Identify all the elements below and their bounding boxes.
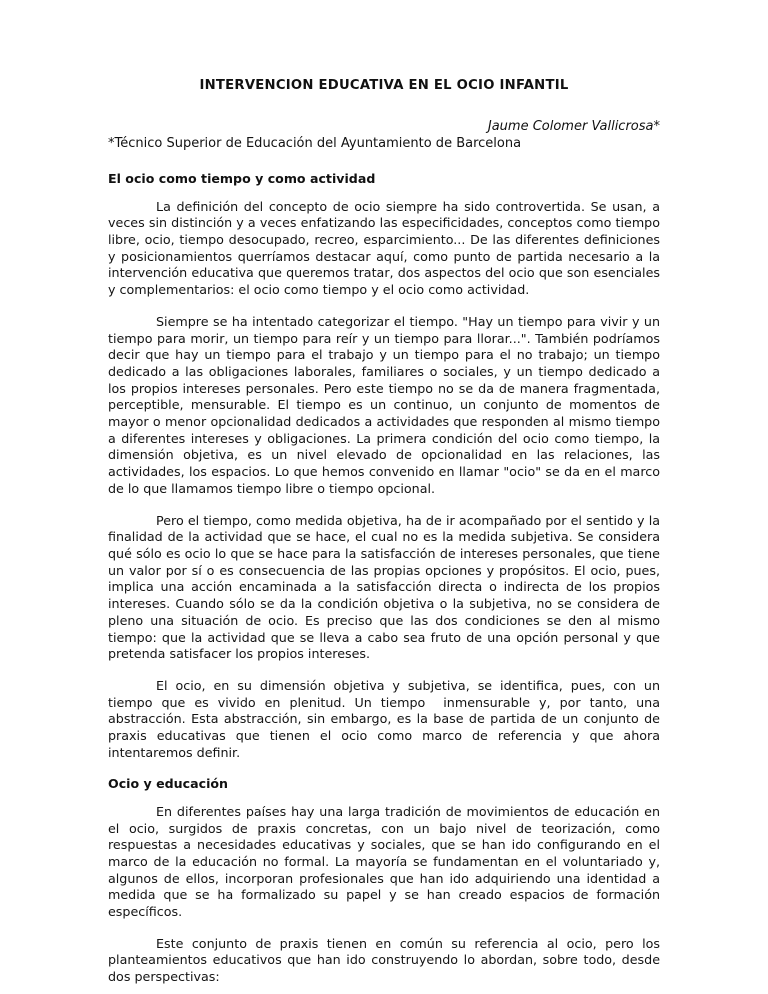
- author-name: Jaume Colomer Vallicrosa*: [487, 118, 660, 134]
- page-title: INTERVENCION EDUCATIVA EN EL OCIO INFANTIL: [199, 78, 569, 93]
- paragraph: Siempre se ha intentado categorizar el tiempo. "Hay un tiempo para vivir y un tiempo para morir, un tiempo para reír y un tiempo para llorar...". También podríamos decir que hay un tiempo para el trabajo y un tiempo para el no trabajo; un tiempo dedicado a las obligaciones laborales, familiares o sociales, y un tiempo dedicado a los propios intereses personales. Pero este tiempo no se da de manera fragmentada, perceptible, mensurable. El tiempo es un continuo, un conjunto de momentos de mayor o menor opcionalidad dedicados a actividades que responden al mismo tiempo a diferentes intereses y obligaciones. La primera condición del ocio como tiempo, la dimensión objetiva, es un nivel elevado de opcionalidad en las relaciones, las actividades, los espacios. Lo que hemos convenido en llamar "ocio" se da en el marco de lo que llamamos tiempo libre o tiempo opcional.: [108, 313, 665, 496]
- paragraph: La definición del concepto de ocio siempre ha sido controvertida. Se usan, a veces sin distinción y a veces enfatizando las especificidades, conceptos como tiempo libre, ocio, tiempo desocupado, recreo, esparcimiento... De las diferentes definiciones y posicionamientos querríamos destacar aquí, como punto de partida necesario a la intervención educativa que queremos tratar, dos aspectos del ocio que son esenciales y complementarios: el ocio como tiempo y el ocio como actividad.: [108, 198, 665, 298]
- paragraph: Pero el tiempo, como medida objetiva, ha de ir acompañado por el sentido y la finalidad de la actividad que se hace, el cual no es la medida subjetiva. Se considera qué sólo es ocio lo que se hace para la satisfacción de intereses personales, que tiene un valor por sí o es consecuencia de las propias opciones y propósitos. El ocio, pues, implica una acción encaminada a la satisfacción directa o indirecta de los propios intereses. Cuando sólo se da la condición objetiva o la subjetiva, no se considera de pleno una situación de ocio. Es preciso que las dos condiciones se den al mismo tiempo: que la actividad que se lleva a cabo sea fruto de una opción personal y que pretenda satisfacer los propios intereses.: [108, 512, 665, 662]
- section-heading-ocio-como-tiempo: El ocio como tiempo y como actividad: [108, 171, 376, 187]
- author-affiliation: *Técnico Superior de Educación del Ayuntamiento de Barcelona: [108, 136, 522, 152]
- paragraph: Este conjunto de praxis tienen en común su referencia al ocio, pero los planteamientos educativos que han ido construyendo lo abordan, sobre todo, desde dos perspectivas:: [108, 935, 665, 985]
- paragraph: En diferentes países hay una larga tradición de movimientos de educación en el ocio, surgidos de praxis concretas, con un bajo nivel de teorización, como respuestas a necesidades educativas y sociales, que se han ido configurando en el marco de la educación no formal. La mayoría se fundamentan en el voluntariado y, algunos de ellos, incorporan profesionales que han ido adquiriendo una identidad a medida que se ha formalizado su papel y se han creado espacios de formación específicos.: [108, 803, 665, 920]
- document-content: [108, 78, 665, 986]
- paragraph: El ocio, en su dimensión objetiva y subjetiva, se identifica, pues, con un tiempo que es vivido en plenitud. Un tiempo inmensurable y, por tanto, una abstracción. Esta abstracción, sin embargo, es la base de partida de un conjunto de praxis educativas que tienen el ocio como marco de referencia y que ahora intentaremos definir.: [108, 677, 665, 760]
- section-heading-ocio-y-educacion: Ocio y educación: [108, 776, 229, 792]
